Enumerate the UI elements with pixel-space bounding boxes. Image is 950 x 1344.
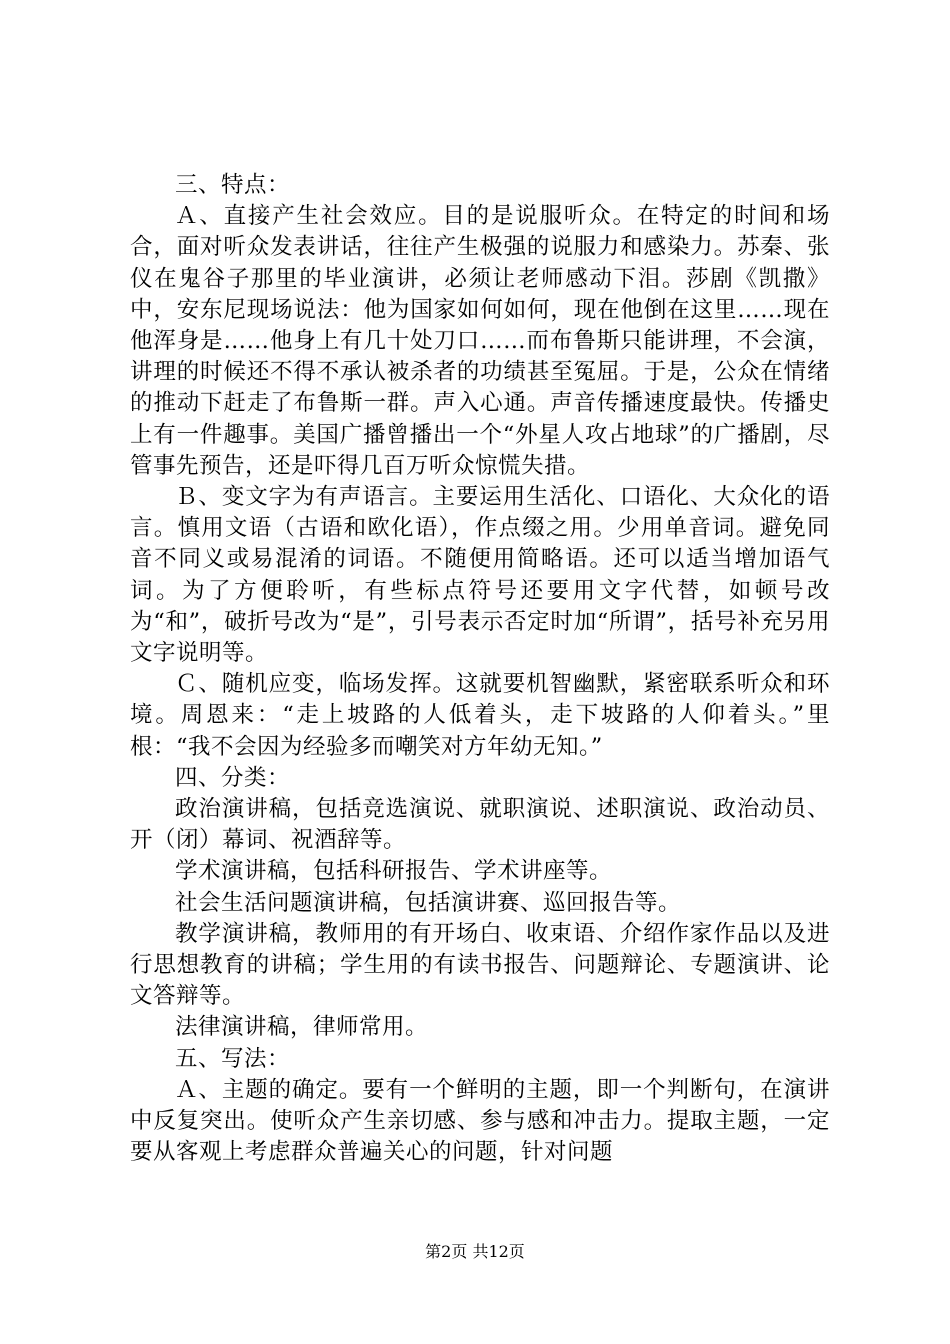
paragraph-teaching: 教学演讲稿，教师用的有开场白、收束语、介绍作家作品以及进行思想教育的讲稿；学生用的有读书报告、问题辩论、专题演讲、论文答辩等。	[130, 920, 830, 1010]
document-body	[130, 170, 830, 1169]
paragraph-feature-c: Ｃ、随机应变，临场发挥。这就要机智幽默，紧密联系听众和环境。周恩来：“走上坡路的人低着头，走下坡路的人仰着头。”里根：“我不会因为经验多而嘲笑对方年幼无知。”	[130, 671, 830, 760]
paragraph-legal: 法律演讲稿，律师常用。	[175, 1014, 429, 1041]
paragraph-theme: Ａ、主题的确定。要有一个鲜明的主题，即一个判断句，在演讲中反复突出。使听众产生亲切感、参与感和冲击力。提取主题，一定要从客观上考虑群众普遍关心的问题，针对问题	[130, 1076, 830, 1166]
paragraph-academic: 学术演讲稿，包括科研报告、学术讲座等。	[175, 858, 613, 885]
heading-features: 三、特点：	[175, 172, 291, 198]
paragraph-social: 社会生活问题演讲稿，包括演讲赛、巡回报告等。	[175, 889, 682, 916]
page-footer	[0, 1242, 950, 1262]
heading-classification: 四、分类：	[175, 764, 291, 791]
paragraph-feature-a: Ａ、直接产生社会效应。目的是说服听众。在特定的时间和场合，面对听众发表讲话，往往产生极强的说服力和感染力。苏秦、张仪在鬼谷子那里的毕业演讲，必须让老师感动下泪。莎剧《凯撒》中，安东尼现场说法：他为国家如何如何，现在他倒在这里……现在他浑身是……他身上有几十处刀口……而布鲁斯只能讲理，不会演，讲理的时候还不得不承认被杀者的功绩甚至冤屈。于是，公众在情绪的推动下赶走了布鲁斯一群。声入心通。声音传播速度最快。传播史上有一件趣事。美国广播曾播出一个“外星人攻占地球”的广播剧，尽管事先预告，还是吓得几百万听众惊慌失措。	[130, 203, 830, 479]
page-number: 第2页 共12页	[425, 1242, 525, 1261]
heading-writing-method: 五、写法：	[175, 1045, 291, 1072]
paragraph-feature-b: Ｂ、变文字为有声语言。主要运用生活化、口语化、大众化的语言。慎用文语（古语和欧化语），作点缀之用。少用单音词。避免同音不同义或易混淆的词语。不随便用简略语。还可以适当增加语气词。为了方便聆听，有些标点符号还要用文字代替，如顿号改为“和”，破折号改为“是”，引号表示否定时加“所谓”，括号补充另用文字说明等。	[130, 484, 830, 667]
paragraph-political: 政治演讲稿，包括竞选演说、就职演说、述职演说、政治动员、开（闭）幕词、祝酒辞等。	[130, 796, 830, 854]
